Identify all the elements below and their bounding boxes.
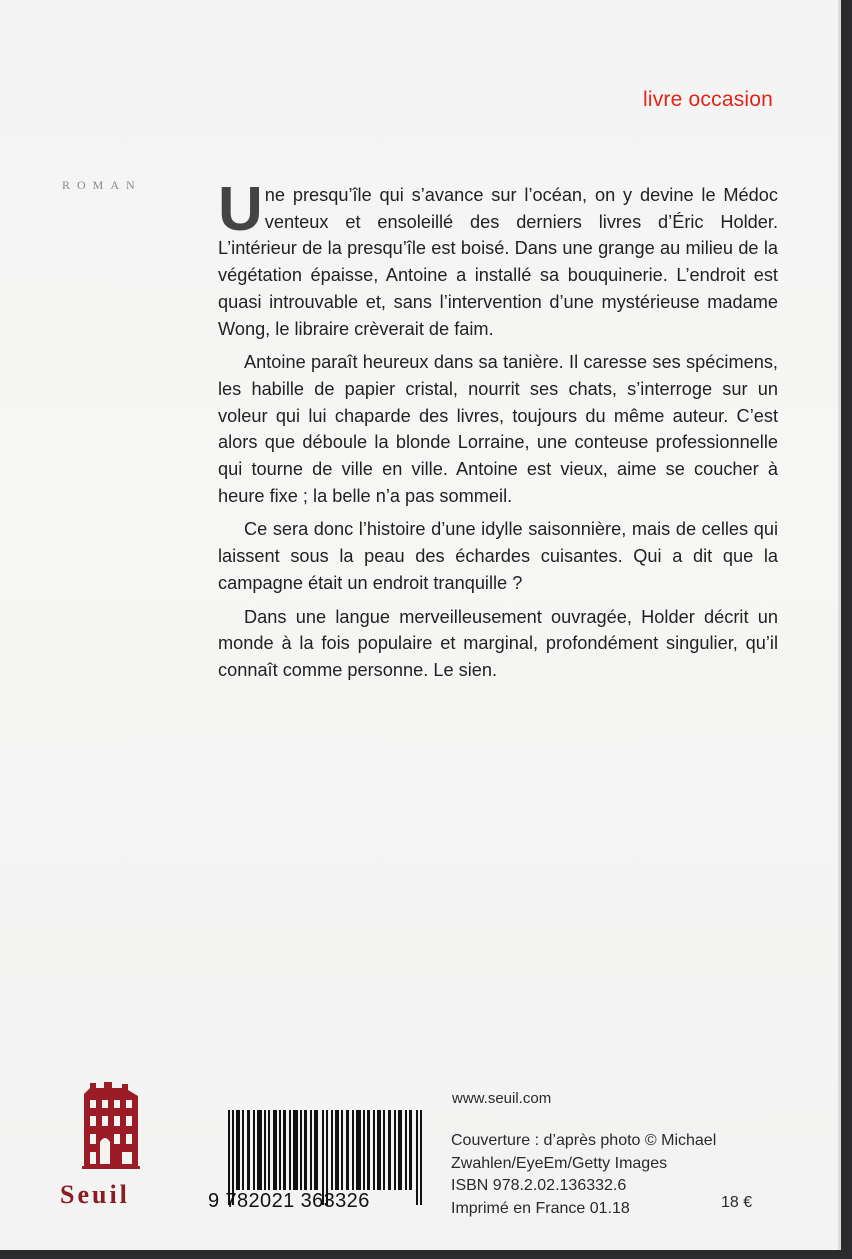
blurb-paragraph-1 — [218, 175, 778, 342]
seuil-building-logo-icon — [82, 1080, 140, 1172]
blurb-paragraph-4: Dans une langue merveilleusement ouvragée, Holder décrit un monde à la fois populaire et marginal, profondément singulier, qu’il connaît comme personne. Le sien. — [218, 606, 778, 680]
cover-credit-line-1: Couverture : d’après photo © Michael — [451, 1132, 717, 1149]
isbn: ISBN 978.2.02.136332.6 — [451, 1177, 627, 1194]
blurb-text — [218, 175, 778, 691]
cover-credit-line-2: Zwahlen/EyeEm/Getty Images — [451, 1154, 668, 1172]
printed-info: Imprimé en France 01.18 — [451, 1199, 630, 1217]
blurb-paragraph-1-text: ne presqu’île qui s’avance sur l’océan, on y devine le Médoc venteux et ensoleillé des derniers livres d’Éric Holder. L’intérieur de la presqu’île est boisé. Dans une grange au milieu de la végétation épaisse, Antoine a installé sa bouquinerie. L’endroit est quasi introuvable et, sans l’intervention d’une mystérieuse madame Wong, le libraire crèverait de faim. — [218, 185, 778, 339]
publisher-website: www.seuil.com — [452, 1090, 552, 1107]
blurb-paragraph-3: Ce sera donc l’histoire d’une idylle saisonnière, mais de celles qui laissent sous la peau des échardes cuisantes. Qui a dit que la campagne était un endroit tranquille ? — [218, 519, 778, 593]
used-book-label: livre occasion — [643, 88, 774, 111]
credits-block — [451, 1130, 716, 1220]
barcode-digits: 9 782021 363326 — [208, 1190, 370, 1212]
price: 18 € — [721, 1194, 753, 1211]
drop-cap: U — [218, 175, 261, 244]
publisher-name: Seuil — [60, 1180, 130, 1209]
blurb-paragraph-2: Antoine paraît heureux dans sa tanière. Il caresse ses spécimens, les habille de papier cristal, nourrit ses chats, s’interroge sur un voleur qui lui chaparde des livres, toujours du même auteur. C’est alors que déboule la blonde Lorraine, une conteuse professionnelle qui tourne de ville en ville. Antoine est vieux, aime se coucher à heure fixe ; la belle n’a pas sommeil. — [218, 352, 778, 506]
genre-label: ROMAN — [62, 178, 142, 192]
